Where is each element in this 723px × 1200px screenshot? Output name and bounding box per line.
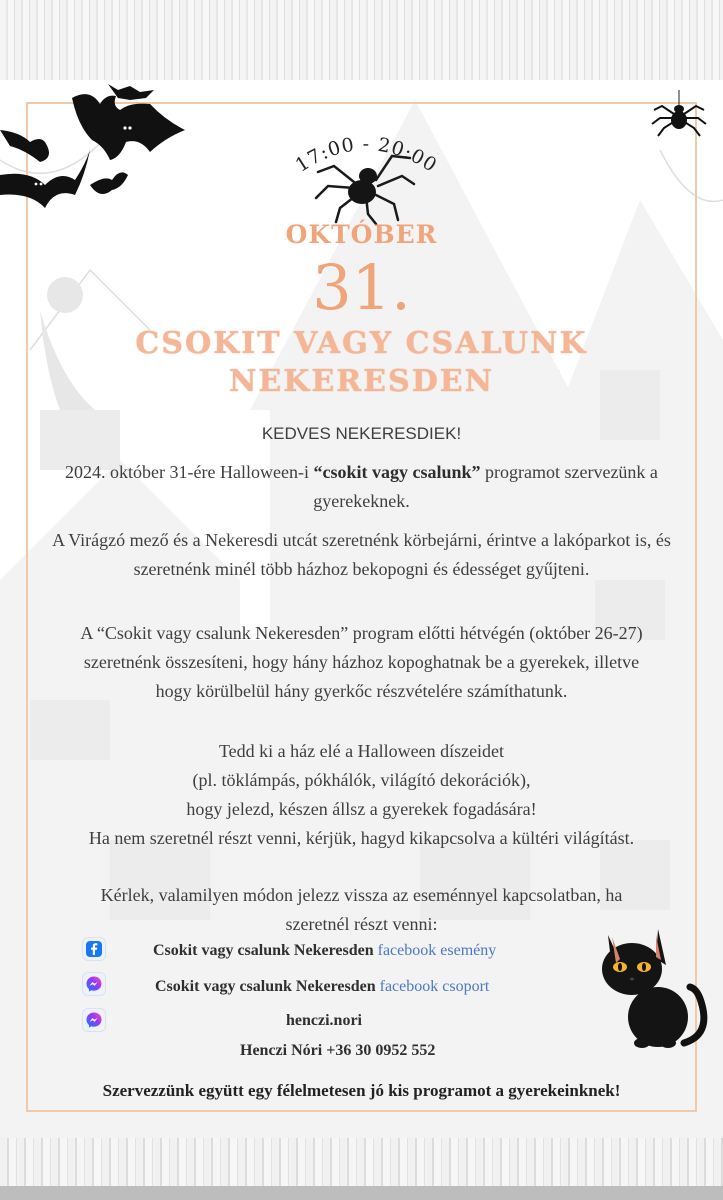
paragraph-intro-pre: 2024. október 31-ére Halloween-i [65, 462, 314, 482]
paragraph-survey: A “Csokit vagy csalunk Nekeresden” program előtti hétvégén (október 26-27) szeretnénk összesíteni, hogy hány házhoz kopoghatnak be a gyerekek, illetve hogy körülbelül hány gyerkőc részvételére számíthatunk. [80, 623, 643, 701]
paragraph-feedback: Kérlek, valamilyen módon jelezz vissza az eseménnyel kapcsolatban, ha szeretnél részt venni: [100, 885, 623, 934]
decorations-line3: hogy jelezd, készen állsz a gyerekek fogadására! [186, 799, 537, 819]
event-title-line1: CSOKIT VAGY CSALUNK [135, 326, 588, 361]
closing-message: Szervezzünk együtt egy félelmetesen jó kis programot a gyerekeinknek! [102, 1081, 621, 1100]
decorations-line1: Tedd ki a ház elé a Halloween díszeidet [218, 741, 505, 761]
decorations-line2: (pl. töklámpás, pókhálók, világító dekorációk), [192, 770, 531, 790]
top-background-stripes [0, 0, 723, 80]
phone-line: Henczi Nóri +36 30 0952 552 [240, 1042, 436, 1059]
bats-illustration [0, 80, 200, 220]
paragraph-decorations [40, 737, 683, 853]
black-cat-illustration [598, 925, 710, 1050]
event-month: OKTÓBER [285, 220, 438, 249]
spider-icon [310, 142, 420, 227]
messenger-icon[interactable] [83, 973, 105, 995]
event-label: Csokit vagy csalunk Nekeresden [153, 942, 374, 959]
halloween-poster [0, 80, 723, 1138]
paragraph-intro-post: programot szervezünk a gyerekeknek. [313, 462, 658, 511]
paragraph-intro [40, 458, 683, 516]
messenger-icon[interactable] [83, 1009, 105, 1031]
facebook-group-link[interactable]: facebook csoport [379, 978, 490, 995]
messenger-username[interactable]: henczi.nori [286, 1012, 362, 1029]
event-title-line2: NEKERESDEN [229, 364, 494, 399]
paragraph-intro-bold: “csokit vagy csalunk” [313, 462, 481, 482]
event-time: 17:00 - 20:00 [291, 132, 442, 177]
facebook-event-link[interactable]: facebook esemény [377, 942, 497, 959]
group-label: Csokit vagy csalunk Nekeresden [155, 978, 376, 995]
greeting: KEDVES NEKERESDIEK! [261, 424, 462, 443]
event-title [0, 325, 723, 401]
facebook-icon[interactable] [83, 938, 105, 960]
bottom-bar [0, 1186, 723, 1200]
event-day: 31. [312, 251, 411, 324]
paragraph-route: A Virágzó mező és a Nekeresdi utcát szeretnénk körbejárni, érintve a lakóparkot is, és szeretnénk minél több házhoz bekopogni és édességet gyűjteni. [52, 530, 671, 579]
spider-icon [648, 90, 710, 140]
decorations-line4: Ha nem szeretnél részt venni, kérjük, hagyd kikapcsolva a kültéri világítást. [88, 828, 635, 848]
